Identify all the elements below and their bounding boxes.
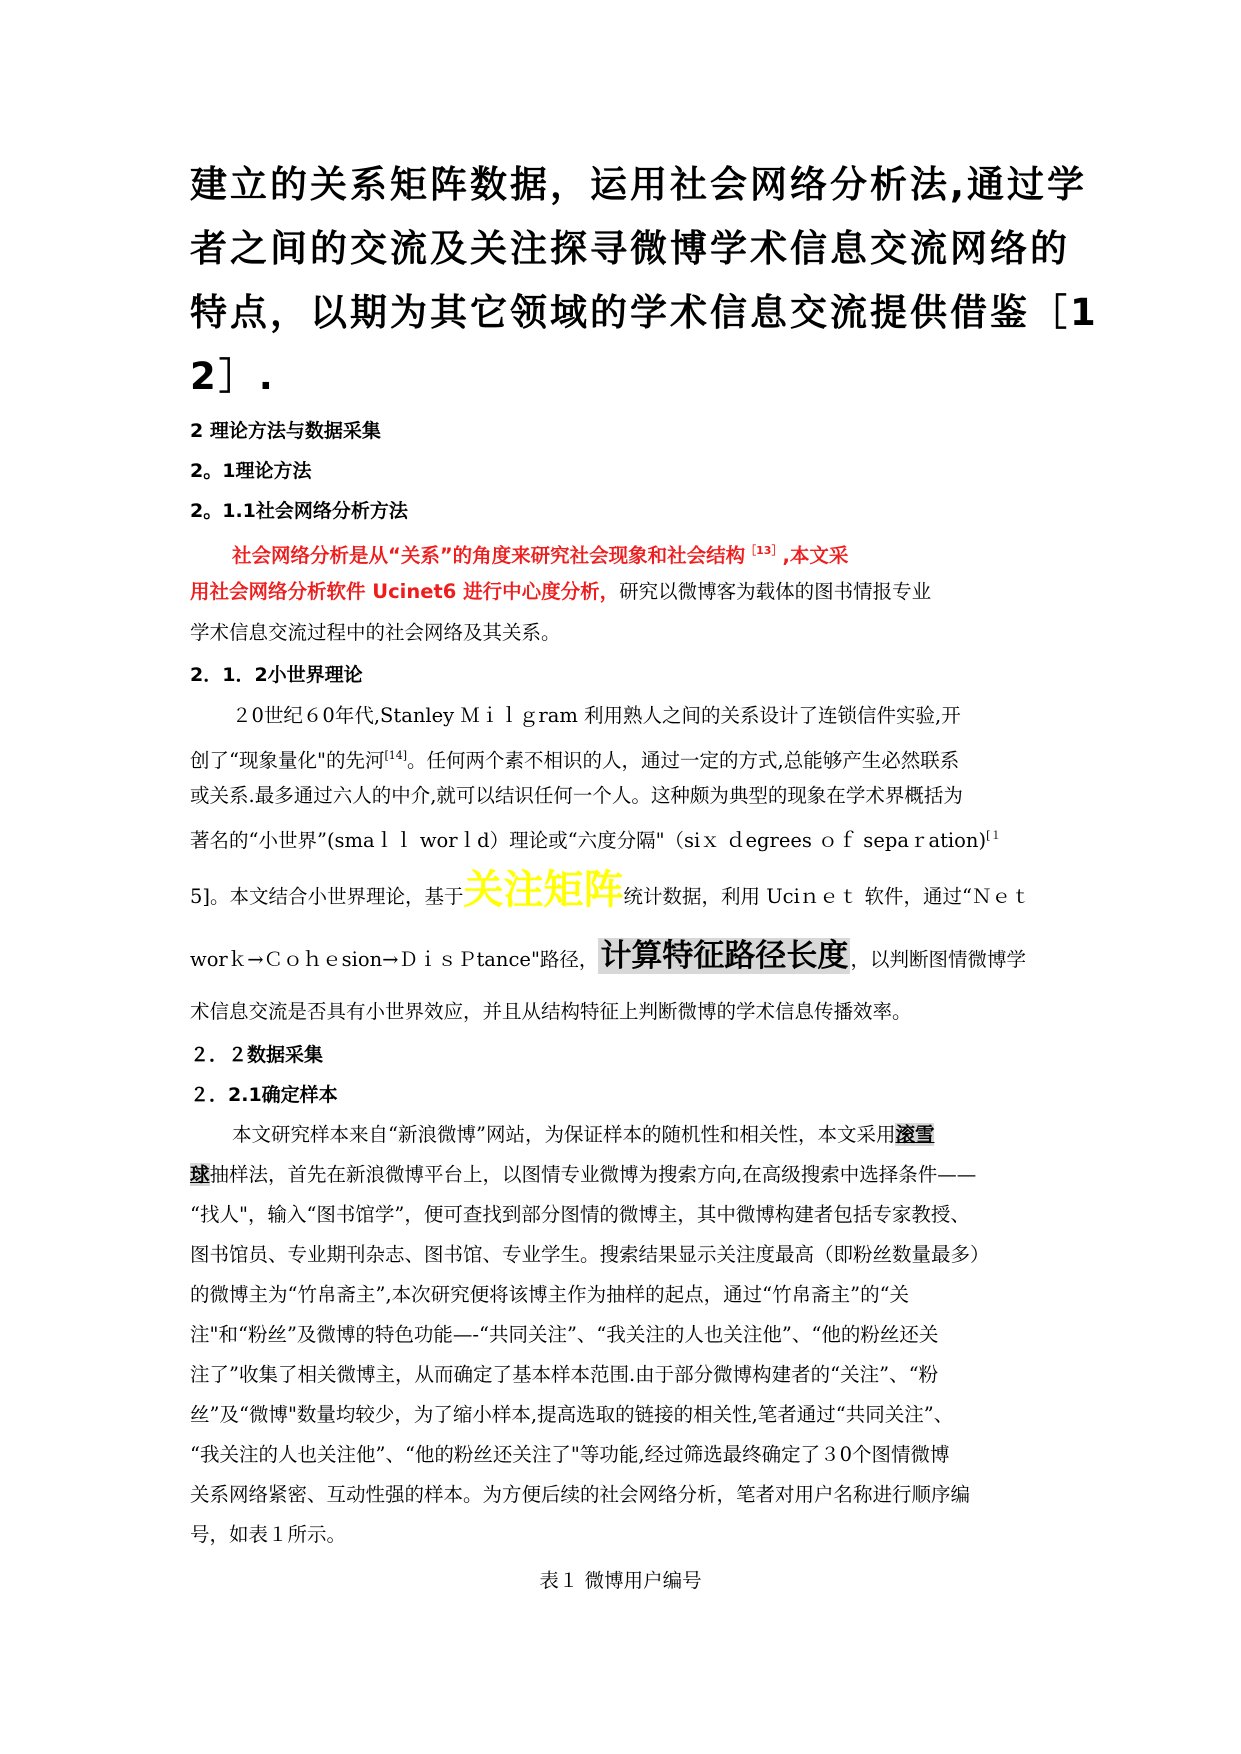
body-text: worｋ→Ｃｏｈｅsion→ＤｉｓＰtance"路径， (190, 948, 599, 971)
paragraph-smallworld-line-6 (190, 938, 1026, 974)
subsection-heading-2-2: ２．２数据采集 (190, 1044, 324, 1066)
red-emphasis-text: 用社会网络分析软件 Ucinet6 进行中心度分析， (190, 580, 620, 603)
table-caption: 表１ 微博用户编号 (539, 1569, 702, 1592)
grey-highlight-text: 滚雪 (895, 1123, 935, 1146)
paragraph-sample-line-3: “找人"，输入“图书馆学”，便可查找到部分图情的微博主，其中微博构建者包括专家教授、 (190, 1203, 970, 1226)
paragraph-sample-line-8: 丝”及“微博"数量均较少，为了缩小样本,提高选取的链接的相关性,笔者通过“共同关注”、 (190, 1403, 954, 1426)
paragraph-sample-line-2 (190, 1161, 976, 1189)
paragraph-sample-line-1 (232, 1121, 934, 1149)
subsection-heading-2-1-2: 2．1．2小世界理论 (190, 664, 363, 686)
title-line-4: 2］. (190, 355, 276, 398)
body-text: 统计数据，利用 Uciｎｅｔ 软件，通过“Ｎｅｔ (623, 885, 1031, 908)
paragraph-sample-line-6: 注"和“粉丝”及微博的特色功能—-“共同关注”、“我关注的人也关注他”、“他的粉丝还关 (190, 1323, 939, 1346)
citation-sup: [14] (384, 749, 408, 762)
paragraph-smallworld-line-2 (190, 742, 959, 775)
body-text: 。任何两个素不相识的人，通过一定的方式,总能够产生必然联系 (407, 749, 960, 772)
body-text: 抽样法，首先在新浪微博平台上，以图情专业微博为搜索方向,在高级搜索中选择条件—— (209, 1163, 977, 1186)
citation-sup: ［13］ (745, 544, 783, 557)
subsection-heading-2-2-1: ２．2.1确定样本 (190, 1084, 338, 1106)
paragraph-sna-line-3: 学术信息交流过程中的社会网络及其关系。 (190, 621, 561, 644)
title-line-1: 建立的关系矩阵数据，运用社会网络分析法,通过学 (190, 163, 1088, 206)
paragraph-sample-line-5: 的微博主为“竹帛斋主”,本次研究便将该博主作为抽样的起点，通过“竹帛斋主”的“关 (190, 1283, 910, 1306)
paragraph-sample-line-7: 注了”收集了相关微博主，从而确定了基本样本范围.由于部分微博构建者的“关注”、“粉 (190, 1363, 939, 1386)
paragraph-smallworld-line-1: ２0世纪６0年代,Stanley Ｍｉｌｇram 利用熟人之间的关系设计了连锁信件实验,开 (232, 704, 961, 727)
red-emphasis-text: 社会网络分析是从“关系”的角度来研究社会现象和社会结构 (232, 544, 746, 567)
paragraph-smallworld-line-4 (190, 822, 1001, 855)
body-text: 著名的“小世界”(smaｌｌ worｌd）理论或“六度分隔"（siｘ ｄegrees ｏｆ sepaｒation) (190, 829, 987, 852)
section-heading: 2 理论方法与数据采集 (190, 420, 381, 442)
red-emphasis-text: ,本文采 (782, 544, 849, 567)
body-text: ，以判断图情微博学 (850, 948, 1026, 971)
subsection-heading-2-1-1: 2。1.1社会网络分析方法 (190, 500, 408, 522)
paragraph-sample-line-11: 号，如表１所示。 (190, 1523, 347, 1546)
paragraph-sample-line-10: 关系网络紧密、互动性强的样本。为方便后续的社会网络分析，笔者对用户名称进行顺序编 (190, 1483, 971, 1506)
citation-sup: [１ (986, 829, 1002, 842)
grey-highlight-text: 球 (190, 1163, 210, 1186)
paragraph-smallworld-line-7: 术信息交流是否具有小世界效应，并且从结构特征上判断微博的学术信息传播效率。 (190, 1000, 912, 1023)
yellow-highlight-text: 关注矩阵 (463, 867, 624, 913)
body-text: 创了“现象量化"的先河 (190, 749, 385, 772)
paragraph-smallworld-line-5 (190, 867, 1031, 913)
body-text: 本文研究样本来自“新浪微博”网站，为保证样本的随机性和相关性，本文采用 (232, 1123, 896, 1146)
body-text: 研究以微博客为载体的图书情报专业 (619, 580, 932, 603)
paragraph-sample-line-9: “我关注的人也关注他”、“他的粉丝还关注了"等功能,经过筛选最终确定了３0个图情微博 (190, 1443, 950, 1466)
title-line-3: 特点，以期为其它领域的学术信息交流提供借鉴［1 (190, 291, 1099, 334)
paragraph-sample-line-4: 图书馆员、专业期刊杂志、图书馆、专业学生。搜索结果显示关注度最高（即粉丝数量最多） (190, 1243, 990, 1266)
paragraph-smallworld-line-3: 或关系.最多通过六人的中介,就可以结识任何一个人。这种颇为典型的现象在学术界概括为 (190, 784, 963, 807)
paragraph-sna-line-1 (232, 537, 848, 570)
grey-highlight-text: 计算特征路径长度 (600, 938, 849, 974)
body-text: 5]。本文结合小世界理论，基于 (190, 885, 464, 908)
subsection-heading-2-1: 2。1理论方法 (190, 460, 312, 482)
title-line-2: 者之间的交流及关注探寻微博学术信息交流网络的 (190, 227, 1070, 270)
paragraph-sna-line-2 (190, 578, 931, 606)
